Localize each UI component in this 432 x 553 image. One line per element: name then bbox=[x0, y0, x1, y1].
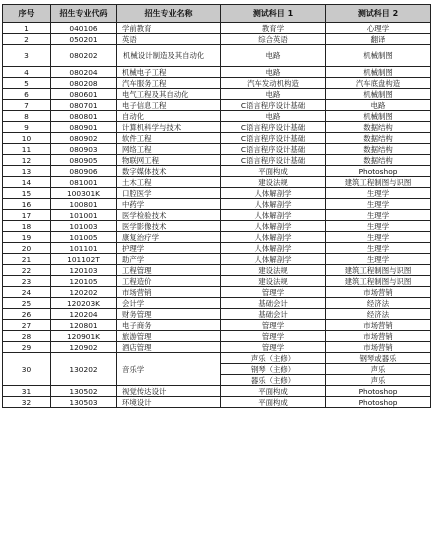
cell-subject-1: 建设法规 bbox=[221, 265, 326, 276]
cell-no: 13 bbox=[3, 166, 51, 177]
table-row bbox=[3, 155, 431, 166]
cell-name: 视觉传达设计 bbox=[117, 386, 221, 397]
cell-no: 10 bbox=[3, 133, 51, 144]
cell-code: 080903 bbox=[51, 144, 117, 155]
table-row bbox=[3, 177, 431, 188]
cell-no: 12 bbox=[3, 155, 51, 166]
table-header-row bbox=[3, 5, 431, 23]
cell-code: 080905 bbox=[51, 155, 117, 166]
cell-name: 汽车服务工程 bbox=[117, 78, 221, 89]
cell-no: 1 bbox=[3, 23, 51, 34]
cell-subject-2: Photoshop bbox=[326, 397, 431, 408]
table-row bbox=[3, 221, 431, 232]
table-row bbox=[3, 254, 431, 265]
header-code: 招生专业代码 bbox=[51, 5, 117, 23]
cell-code: 120901K bbox=[51, 331, 117, 342]
cell-code: 120902 bbox=[51, 342, 117, 353]
cell-subject-2: 声乐 bbox=[326, 375, 431, 386]
cell-no: 27 bbox=[3, 320, 51, 331]
cell-code: 050201 bbox=[51, 34, 117, 45]
table-row bbox=[3, 276, 431, 287]
cell-subject-2: 市场营销 bbox=[326, 320, 431, 331]
cell-no: 17 bbox=[3, 210, 51, 221]
cell-name: 自动化 bbox=[117, 111, 221, 122]
cell-no: 22 bbox=[3, 265, 51, 276]
cell-subject-1: 管理学 bbox=[221, 320, 326, 331]
cell-subject-1: 人体解剖学 bbox=[221, 199, 326, 210]
cell-code: 101005 bbox=[51, 232, 117, 243]
cell-no: 19 bbox=[3, 232, 51, 243]
table-row bbox=[3, 210, 431, 221]
cell-subject-2: Photoshop bbox=[326, 386, 431, 397]
table-row bbox=[3, 45, 431, 67]
cell-subject-2: 机械制图 bbox=[326, 89, 431, 100]
cell-subject-2: 经济法 bbox=[326, 309, 431, 320]
cell-subject-2: 生理学 bbox=[326, 210, 431, 221]
cell-subject-1: 钢琴（主修） bbox=[221, 364, 326, 375]
cell-name: 电子信息工程 bbox=[117, 100, 221, 111]
cell-subject-2: 心理学 bbox=[326, 23, 431, 34]
table-row bbox=[3, 34, 431, 45]
cell-name: 会计学 bbox=[117, 298, 221, 309]
table-row bbox=[3, 166, 431, 177]
cell-code: 120202 bbox=[51, 287, 117, 298]
header-subject-1: 测试科目 1 bbox=[221, 5, 326, 23]
cell-no: 9 bbox=[3, 122, 51, 133]
cell-code: 080801 bbox=[51, 111, 117, 122]
cell-subject-1: 综合英语 bbox=[221, 34, 326, 45]
cell-subject-2: 生理学 bbox=[326, 221, 431, 232]
cell-subject-2: 机械制图 bbox=[326, 67, 431, 78]
table-row bbox=[3, 144, 431, 155]
cell-code: 101003 bbox=[51, 221, 117, 232]
cell-subject-2: 经济法 bbox=[326, 298, 431, 309]
table-row bbox=[3, 188, 431, 199]
cell-code: 080901 bbox=[51, 122, 117, 133]
table-row bbox=[3, 287, 431, 298]
table-row bbox=[3, 265, 431, 276]
cell-no: 18 bbox=[3, 221, 51, 232]
table-row bbox=[3, 397, 431, 408]
table-row bbox=[3, 23, 431, 34]
table-row bbox=[3, 353, 431, 364]
cell-subject-1: 电路 bbox=[221, 67, 326, 78]
table-row bbox=[3, 122, 431, 133]
cell-name: 音乐学 bbox=[117, 353, 221, 386]
cell-code: 080204 bbox=[51, 67, 117, 78]
cell-subject-2: 数据结构 bbox=[326, 122, 431, 133]
cell-code: 120105 bbox=[51, 276, 117, 287]
cell-no: 8 bbox=[3, 111, 51, 122]
cell-name: 医学检验技术 bbox=[117, 210, 221, 221]
cell-subject-1: 人体解剖学 bbox=[221, 254, 326, 265]
cell-subject-1: 基础会计 bbox=[221, 309, 326, 320]
cell-subject-1: 管理学 bbox=[221, 331, 326, 342]
cell-code: 130202 bbox=[51, 353, 117, 386]
table-row bbox=[3, 232, 431, 243]
cell-subject-1: C语言程序设计基础 bbox=[221, 122, 326, 133]
cell-name: 医学影像技术 bbox=[117, 221, 221, 232]
cell-no: 21 bbox=[3, 254, 51, 265]
cell-subject-2: 钢琴或器乐 bbox=[326, 353, 431, 364]
cell-subject-1: 人体解剖学 bbox=[221, 243, 326, 254]
cell-no: 32 bbox=[3, 397, 51, 408]
cell-code: 080902 bbox=[51, 133, 117, 144]
cell-no: 6 bbox=[3, 89, 51, 100]
cell-no: 24 bbox=[3, 287, 51, 298]
cell-subject-1: C语言程序设计基础 bbox=[221, 100, 326, 111]
cell-name: 物联网工程 bbox=[117, 155, 221, 166]
cell-subject-1: 人体解剖学 bbox=[221, 221, 326, 232]
cell-no: 15 bbox=[3, 188, 51, 199]
table-row bbox=[3, 133, 431, 144]
cell-subject-2: 数据结构 bbox=[326, 133, 431, 144]
cell-code: 080906 bbox=[51, 166, 117, 177]
cell-no: 14 bbox=[3, 177, 51, 188]
cell-name: 酒店管理 bbox=[117, 342, 221, 353]
cell-name: 数字媒体技术 bbox=[117, 166, 221, 177]
cell-subject-2: 建筑工程制图与识图 bbox=[326, 276, 431, 287]
cell-no: 20 bbox=[3, 243, 51, 254]
cell-subject-2: 生理学 bbox=[326, 188, 431, 199]
cell-subject-1: 管理学 bbox=[221, 287, 326, 298]
cell-subject-1: 人体解剖学 bbox=[221, 232, 326, 243]
majors-table bbox=[2, 4, 431, 408]
cell-no: 30 bbox=[3, 353, 51, 386]
cell-no: 2 bbox=[3, 34, 51, 45]
cell-subject-2: 市场营销 bbox=[326, 342, 431, 353]
table-row bbox=[3, 67, 431, 78]
table-row bbox=[3, 298, 431, 309]
cell-name: 中药学 bbox=[117, 199, 221, 210]
cell-name: 电气工程及其自动化 bbox=[117, 89, 221, 100]
cell-subject-1: 器乐（主修） bbox=[221, 375, 326, 386]
cell-name: 环境设计 bbox=[117, 397, 221, 408]
cell-subject-1: C语言程序设计基础 bbox=[221, 155, 326, 166]
cell-subject-2: 机械制图 bbox=[326, 45, 431, 67]
cell-name: 护理学 bbox=[117, 243, 221, 254]
cell-subject-2: 生理学 bbox=[326, 232, 431, 243]
majors-table-container bbox=[2, 4, 430, 408]
cell-code: 080202 bbox=[51, 45, 117, 67]
cell-no: 29 bbox=[3, 342, 51, 353]
cell-subject-2: 生理学 bbox=[326, 243, 431, 254]
header-subject-2: 测试科目 2 bbox=[326, 5, 431, 23]
table-row bbox=[3, 342, 431, 353]
cell-name: 网络工程 bbox=[117, 144, 221, 155]
cell-no: 11 bbox=[3, 144, 51, 155]
table-row bbox=[3, 111, 431, 122]
cell-code: 120203K bbox=[51, 298, 117, 309]
cell-no: 7 bbox=[3, 100, 51, 111]
cell-subject-2: 电路 bbox=[326, 100, 431, 111]
header-no: 序号 bbox=[3, 5, 51, 23]
cell-subject-2: 汽车底盘构造 bbox=[326, 78, 431, 89]
cell-name: 英语 bbox=[117, 34, 221, 45]
cell-name: 工程管理 bbox=[117, 265, 221, 276]
cell-subject-2: 生理学 bbox=[326, 199, 431, 210]
cell-name: 市场营销 bbox=[117, 287, 221, 298]
table-row bbox=[3, 320, 431, 331]
cell-code: 120204 bbox=[51, 309, 117, 320]
cell-subject-2: 建筑工程制图与识图 bbox=[326, 177, 431, 188]
cell-subject-1: 平面构成 bbox=[221, 386, 326, 397]
cell-name: 计算机科学与技术 bbox=[117, 122, 221, 133]
cell-code: 101102T bbox=[51, 254, 117, 265]
cell-no: 16 bbox=[3, 199, 51, 210]
cell-subject-1: 人体解剖学 bbox=[221, 188, 326, 199]
cell-subject-1: 电路 bbox=[221, 111, 326, 122]
cell-no: 5 bbox=[3, 78, 51, 89]
cell-no: 31 bbox=[3, 386, 51, 397]
cell-no: 28 bbox=[3, 331, 51, 342]
cell-no: 25 bbox=[3, 298, 51, 309]
table-row bbox=[3, 199, 431, 210]
cell-subject-1: C语言程序设计基础 bbox=[221, 144, 326, 155]
cell-subject-2: 翻译 bbox=[326, 34, 431, 45]
cell-code: 080701 bbox=[51, 100, 117, 111]
cell-subject-1: 平面构成 bbox=[221, 166, 326, 177]
table-row bbox=[3, 309, 431, 320]
cell-code: 101001 bbox=[51, 210, 117, 221]
cell-subject-1: 教育学 bbox=[221, 23, 326, 34]
cell-subject-1: 建设法规 bbox=[221, 177, 326, 188]
cell-code: 080601 bbox=[51, 89, 117, 100]
cell-code: 120801 bbox=[51, 320, 117, 331]
table-row bbox=[3, 100, 431, 111]
cell-no: 26 bbox=[3, 309, 51, 320]
table-row bbox=[3, 89, 431, 100]
cell-name: 旅游管理 bbox=[117, 331, 221, 342]
cell-no: 23 bbox=[3, 276, 51, 287]
cell-subject-2: 市场营销 bbox=[326, 331, 431, 342]
cell-name: 工程造价 bbox=[117, 276, 221, 287]
cell-name: 土木工程 bbox=[117, 177, 221, 188]
cell-name: 助产学 bbox=[117, 254, 221, 265]
cell-subject-2: 市场营销 bbox=[326, 287, 431, 298]
cell-subject-1: 电路 bbox=[221, 45, 326, 67]
cell-subject-2: 机械制图 bbox=[326, 111, 431, 122]
cell-no: 4 bbox=[3, 67, 51, 78]
table-row bbox=[3, 243, 431, 254]
cell-subject-1: C语言程序设计基础 bbox=[221, 133, 326, 144]
cell-subject-1: 电路 bbox=[221, 89, 326, 100]
cell-subject-1: 建设法规 bbox=[221, 276, 326, 287]
cell-subject-2: 数据结构 bbox=[326, 155, 431, 166]
cell-subject-1: 平面构成 bbox=[221, 397, 326, 408]
cell-name: 电子商务 bbox=[117, 320, 221, 331]
cell-name: 康复治疗学 bbox=[117, 232, 221, 243]
cell-subject-2: Photoshop bbox=[326, 166, 431, 177]
table-row bbox=[3, 331, 431, 342]
cell-name: 软件工程 bbox=[117, 133, 221, 144]
cell-code: 101101 bbox=[51, 243, 117, 254]
cell-code: 130502 bbox=[51, 386, 117, 397]
cell-subject-1: 基础会计 bbox=[221, 298, 326, 309]
cell-subject-1: 声乐（主修） bbox=[221, 353, 326, 364]
cell-subject-2: 数据结构 bbox=[326, 144, 431, 155]
cell-code: 081001 bbox=[51, 177, 117, 188]
cell-name: 口腔医学 bbox=[117, 188, 221, 199]
cell-subject-2: 建筑工程制图与识图 bbox=[326, 265, 431, 276]
cell-subject-2: 声乐 bbox=[326, 364, 431, 375]
header-name: 招生专业名称 bbox=[117, 5, 221, 23]
cell-name: 机械电子工程 bbox=[117, 67, 221, 78]
cell-subject-2: 生理学 bbox=[326, 254, 431, 265]
cell-subject-1: 汽车发动机构造 bbox=[221, 78, 326, 89]
cell-code: 120103 bbox=[51, 265, 117, 276]
cell-code: 040106 bbox=[51, 23, 117, 34]
cell-subject-1: 人体解剖学 bbox=[221, 210, 326, 221]
cell-code: 080208 bbox=[51, 78, 117, 89]
table-body bbox=[3, 23, 431, 408]
cell-name: 财务管理 bbox=[117, 309, 221, 320]
cell-name: 机械设计制造及其自动化 bbox=[117, 45, 221, 67]
cell-name: 学前教育 bbox=[117, 23, 221, 34]
table-row bbox=[3, 386, 431, 397]
cell-subject-1: 管理学 bbox=[221, 342, 326, 353]
cell-code: 100301K bbox=[51, 188, 117, 199]
table-row bbox=[3, 78, 431, 89]
cell-code: 100801 bbox=[51, 199, 117, 210]
cell-no: 3 bbox=[3, 45, 51, 67]
cell-code: 130503 bbox=[51, 397, 117, 408]
